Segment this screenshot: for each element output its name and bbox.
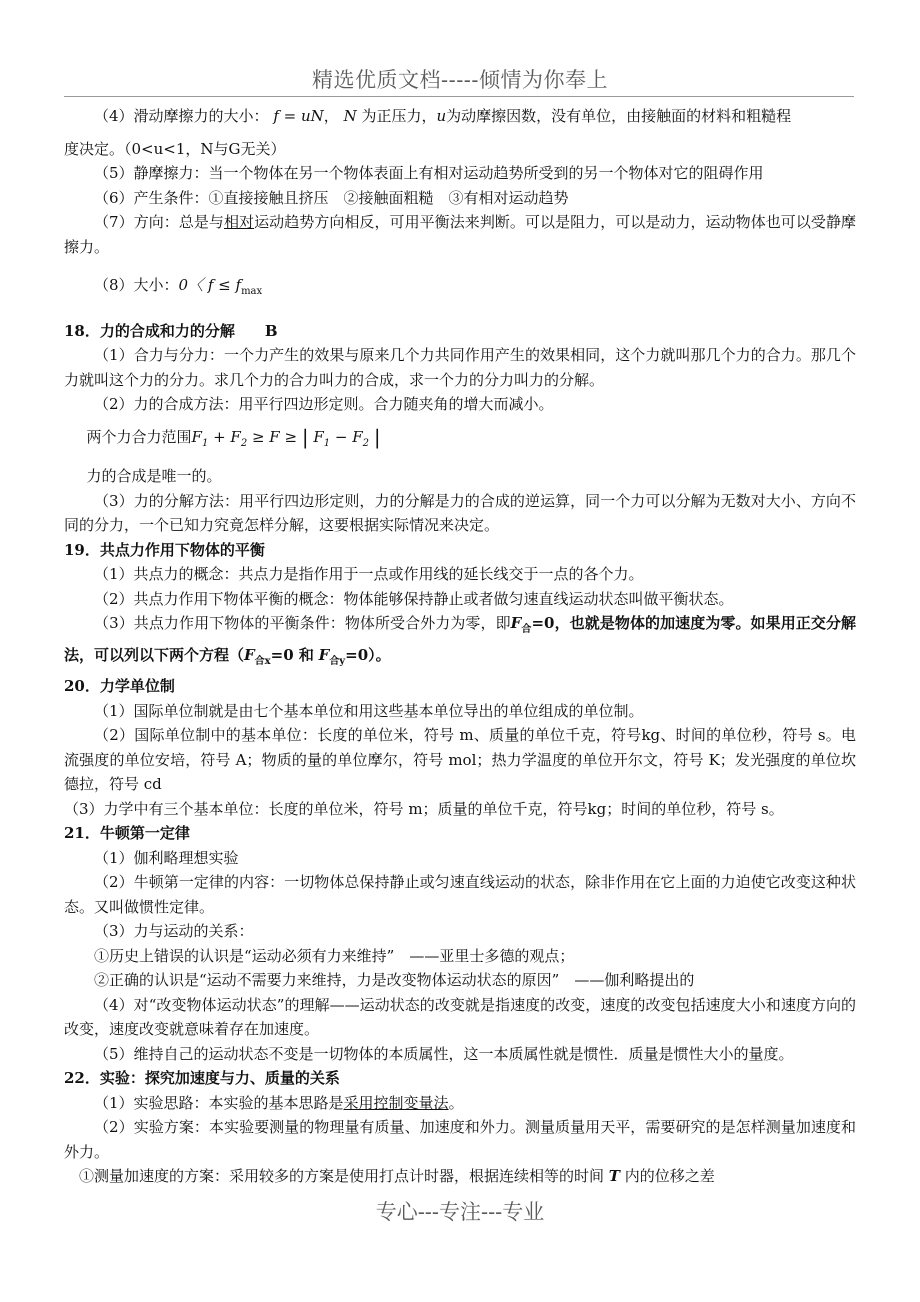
friction-p4: （4）滑动摩擦力的大小： f = uN， N 为正压力，u为动摩擦因数，没有单位，由接触面的材料和粗糙程 xyxy=(94,107,792,125)
section-19-p3-b: =0，也就是物体的加速度为零。如果用正交分解法，可以列以下两个方程（ xyxy=(64,614,857,664)
section-22-p1-b: 。 xyxy=(448,1093,464,1112)
friction-p4-n: N xyxy=(343,107,357,125)
section-20-title: 20．力学单位制 xyxy=(64,677,175,695)
section-18-p1: （1）合力与分力：一个力产生的效果与原来几个力共同作用产生的效果相同，这个力就叫那几个力的合力。那几个力就叫这个力的分力。求几个力的合力叫力的合成，求一个力的分力叫力的分解。 xyxy=(64,346,856,389)
section-18-unique: 力的合成是唯一的。 xyxy=(86,467,222,485)
friction-p4-formula: f = uN xyxy=(273,107,324,125)
section-18-p3: （3）力的分解方法：用平行四边形定则，力的分解是力的合成的逆运算，同一个力可以分解为无数对大小、方向不同的分力，一个已知力究竟怎样分解，这要根据实际情况来决定。 xyxy=(64,491,856,534)
friction-p7-b: 运动趋势方向相反，可用平衡法来判断。可以是阻力，可以是动力，运动物体也可以受静摩擦力。 xyxy=(64,213,856,256)
force-range-formula: $F_1 + F_2 \ge F$ ≥ | $F_1 - F_2$ | xyxy=(191,424,381,449)
section-20-p1: （1）国际单位制就是由七个基本单位和用这些基本单位导出的单位组成的单位制。 xyxy=(94,701,644,720)
section-21-p5: （5）维持自己的运动状态不变是一切物体的本质属性，这一本质属性就是惯性．质量是惯性大小的量度。 xyxy=(94,1044,794,1063)
force-y-symbol: F xyxy=(318,645,330,664)
header-divider xyxy=(64,96,854,97)
page-header: 精选优质文档-----倾情为你奉上 xyxy=(312,68,608,92)
section-20-p3: （3）力学中有三个基本单位：长度的单位米，符号 m；质量的单位千克，符号kg；时间的单位秒，符号 s。 xyxy=(64,799,784,818)
section-18-range-lead: 两个力合力范围 xyxy=(86,427,192,446)
section-18-p2: （2）力的合成方法：用平行四边形定则。合力随夹角的增大而减小。 xyxy=(94,395,554,413)
section-21-p2: （2）牛顿第一定律的内容：一切物体总保持静止或匀速直线运动的状态，除非作用在它上面的力迫使它改变这种状态。又叫做惯性定律。 xyxy=(64,873,856,916)
section-19-p3 xyxy=(64,611,856,674)
force-y-sub: 合y xyxy=(329,655,346,667)
friction-p7-a: （7）方向：总是与 xyxy=(94,213,224,231)
friction-p4-u: u xyxy=(436,107,447,125)
section-22-p1-a: （1）实验思路：本实验的基本思路是 xyxy=(94,1093,344,1112)
section-21-p4: （4）对“改变物体运动状态”的理解——运动状态的改变就是指速度的改变，速度的改变包括速度大小和速度方向的改变，速度改变就意味着存在加速度。 xyxy=(64,995,856,1038)
force-x-sub: 合x xyxy=(254,655,271,667)
friction-p4-mid: 为正压力， xyxy=(361,107,437,125)
friction-p8 xyxy=(64,273,856,305)
friction-p8-sub: max xyxy=(241,286,263,297)
section-20-p2: （2）国际单位制中的基本单位：长度的单位米，符号 m、质量的单位千克，符号kg、时间的单位秒，符号 s。电流强度的单位安培，符号 A；物质的量的单位摩尔，符号 mol；热力学温度的单位开尔文，符号 K；发光强度的单位坎德拉，符号 cd xyxy=(64,726,856,793)
section-19-p2: （2）共点力作用下物体平衡的概念：物体能够保持静止或者做匀速直线运动状态叫做平衡状态。 xyxy=(94,589,734,608)
section-18-title: 18．力的合成和力的分解 B xyxy=(64,321,278,340)
section-22-p3-b: 内的位移之差 xyxy=(624,1167,715,1185)
friction-p7 xyxy=(64,210,856,259)
section-21-p3-2: ②正确的认识是“运动不需要力来维持，力是改变物体运动状态的原因” ——伽利略提出的 xyxy=(94,971,695,989)
friction-p8-lead: （8）大小： xyxy=(94,276,179,294)
section-19-title: 19．共点力作用下物体的平衡 xyxy=(64,540,265,559)
friction-p7-underlined: 相对 xyxy=(223,213,255,231)
page-footer: 专心---专注---专业 xyxy=(375,1200,545,1224)
section-21-p3-1: ①历史上错误的认识是“运动必须有力来维持” ——亚里士多德的观点； xyxy=(94,946,575,965)
section-18-range xyxy=(64,425,856,457)
section-22-p2: （2）实验方案：本实验要测量的物理量有质量、加速度和外力。测量质量用天平，需要研究的是怎样测量加速度和外力。 xyxy=(64,1118,856,1161)
section-21-p3: （3）力与运动的关系： xyxy=(94,922,254,940)
section-19-p1: （1）共点力的概念：共点力是指作用于一点或作用线的延长线交于一点的各个力。 xyxy=(94,565,644,583)
section-19-p3-c: =0 和 xyxy=(270,645,314,664)
section-22-p1-underlined: 采用控制变量法 xyxy=(343,1093,449,1112)
friction-p4-lead: （4）滑动摩擦力的大小： xyxy=(94,107,269,125)
friction-p6: （6）产生条件：①直接接触且挤压 ②接触面粗糙 ③有相对运动趋势 xyxy=(94,188,569,207)
time-symbol: T xyxy=(608,1167,620,1185)
force-symbol: F xyxy=(510,614,522,632)
friction-p4-rest: 为动摩擦因数，没有单位，由接触面的材料和粗糙程 xyxy=(446,107,792,125)
force-x-symbol: F xyxy=(244,645,255,664)
section-22-title: 22．实验：探究加速度与力、质量的关系 xyxy=(64,1069,340,1087)
friction-p8-formula: 0〈 f ≤ f xyxy=(178,276,242,294)
section-21-title: 21．牛顿第一定律 xyxy=(64,824,190,842)
force-sub: 合 xyxy=(521,624,532,635)
section-21-p1: （1）伽利略理想实验 xyxy=(94,848,239,867)
section-19-p3-a: （3）共点力作用下物体的平衡条件：物体所受合外力为零，即 xyxy=(94,614,511,632)
section-19-p3-d: =0）。 xyxy=(345,645,391,664)
friction-p5: （5）静摩擦力：当一个物体在另一个物体表面上有相对运动趋势所受到的另一个物体对它的阻碍作用 xyxy=(94,164,764,182)
friction-p4-cont: 度决定。（0<u<1，N与G无关） xyxy=(64,139,286,158)
section-22-p3-a: ①测量加速度的方案：采用较多的方案是使用打点计时器，根据连续相等的时间 xyxy=(79,1167,605,1185)
section-22-p1 xyxy=(64,1091,856,1116)
document-body xyxy=(64,104,856,1189)
section-22-p3 xyxy=(64,1164,856,1189)
